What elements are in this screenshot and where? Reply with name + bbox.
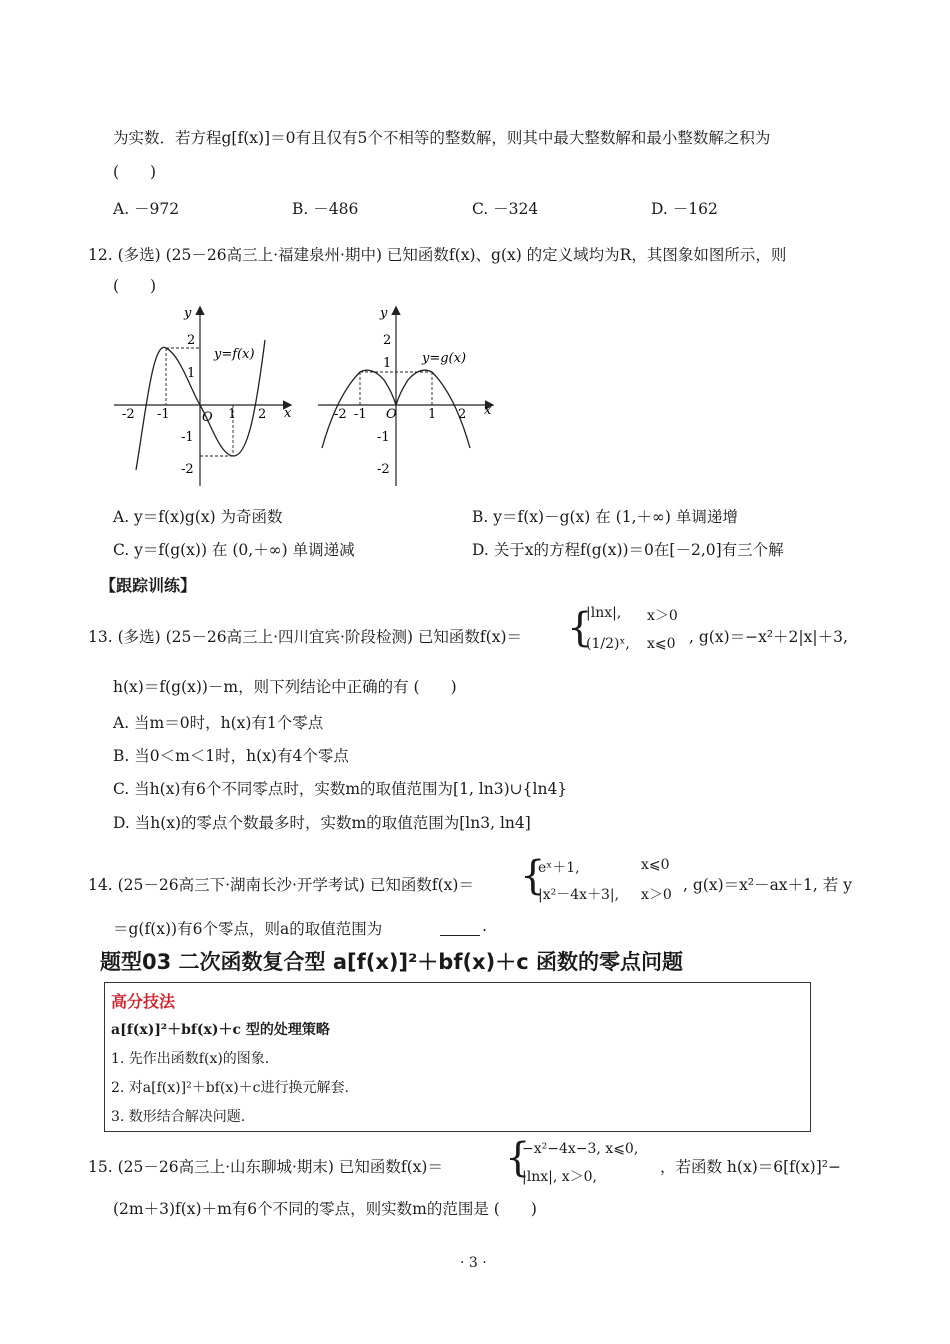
graph-f [108,300,298,492]
q13-option-c: C. 当h(x)有6个不同零点时，实数m的取值范围为[1, ln3)∪{ln4} [113,780,568,798]
svg-text:2: 2 [458,407,467,422]
tips-item-2: 2. 对a[f(x)]²＋bf(x)＋c进行换元解套. [111,1080,349,1096]
svg-text:y: y [380,306,388,321]
q13-option-d: D. 当h(x)的零点个数最多时，实数m的取值范围为[ln3, ln4] [113,814,531,832]
svg-text:y: y [184,306,192,321]
section-heading-03: 题型03 二次函数复合型 a[f(x)]²＋bf(x)＋c 函数的零点问题 [100,950,683,974]
q14-case1-cond: x⩽0 [641,857,670,873]
q15-stem-post: ，若函数 h(x)＝6[f(x)]²− [660,1158,841,1176]
q13-stem: 13. (多选) (25－26高三上·四川宜宾·阶段检测) 已知函数f(x)＝ [88,628,522,646]
svg-text:x: x [484,403,492,418]
svg-text:-1: -1 [181,430,194,445]
q15-stem: 15. (25－26高三上·山东聊城·期末) 已知函数f(x)＝ [88,1158,443,1176]
section-tracking: 【跟踪训练】 [100,576,197,595]
q14-stem-post: , g(x)＝x²－ax＋1, 若 y [683,876,852,894]
q12-option-c: C. y＝f(g(x)) 在 (0,＋∞) 单调递减 [113,541,355,559]
q11-option-c: C. －324 [472,200,539,218]
q14-line2-end: . [482,917,487,935]
svg-text:-1: -1 [354,407,367,422]
graph-g [312,300,497,492]
q14-answer-blank [440,935,480,936]
q14-line2: ＝g(f(x))有6个零点，则a的取值范围为 [113,920,383,938]
tips-item-1: 1. 先作出函数f(x)的图象. [111,1051,270,1067]
svg-text:-2: -2 [122,407,135,422]
svg-text:-2: -2 [377,462,390,477]
f-label: y=f(x) [214,347,255,362]
q11-option-a: A. －972 [113,200,180,218]
q13-case1-expr: |lnx|, [586,605,622,621]
q14-brace: { [520,853,546,899]
tips-box [104,982,811,1132]
q14-case2-cond: x＞0 [641,887,672,903]
q14-stem: 14. (25－26高三下·湖南长沙·开学考试) 已知函数f(x)＝ [88,876,474,894]
tips-title: 高分技法 [111,992,176,1011]
svg-text:2: 2 [258,407,267,422]
q12-option-b: B. y＝f(x)－g(x) 在 (1,＋∞) 单调递增 [472,508,738,526]
svg-text:-2: -2 [181,462,194,477]
q11-paren: ( ) [113,163,157,181]
q15-line2: (2m＋3)f(x)＋m有6个不同的零点，则实数m的范围是 ( ) [113,1200,537,1218]
q15-brace: { [505,1135,531,1181]
q12-option-d: D. 关于x的方程f(g(x))＝0在[－2,0]有三个解 [472,541,784,559]
svg-text:-1: -1 [377,430,390,445]
q11-continuation: 为实数．若方程g[f(x)]＝0有且仅有5个不相等的整数解，则其中最大整数解和最小整数解之积为 [113,129,771,147]
svg-text:2: 2 [187,333,196,348]
q13-option-a: A. 当m＝0时，h(x)有1个零点 [113,714,324,732]
svg-text:O: O [386,407,397,422]
svg-text:1: 1 [228,407,237,422]
q13-case1-cond: x＞0 [647,608,678,624]
svg-text:O: O [202,410,213,425]
svg-text:2: 2 [383,333,392,348]
q14-case2-expr: |x²－4x＋3|, [538,887,620,903]
svg-text:x: x [284,406,292,421]
q13-case2-cond: x⩽0 [647,636,676,652]
q13-stem-post: , g(x)＝−x²＋2|x|＋3, [689,628,848,646]
q11-option-b: B. －486 [292,200,359,218]
q14-case1-expr: eˣ＋1, [538,860,580,876]
q15-case2: |lnx|, x＞0, [522,1169,597,1185]
q13-line2: h(x)＝f(g(x))－m，则下列结论中正确的有 ( ) [113,678,457,696]
svg-text:-1: -1 [157,407,170,422]
q11-option-d: D. －162 [651,200,718,218]
svg-text:-2: -2 [334,407,347,422]
svg-text:1: 1 [428,407,437,422]
q13-case2-expr: (1/2)ˣ, [586,636,630,652]
q15-case1: −x²−4x−3, x⩽0, [522,1141,639,1157]
svg-text:1: 1 [187,366,196,381]
q12-paren: ( ) [113,277,157,295]
tips-subtitle: a[f(x)]²＋bf(x)＋c 型的处理策略 [111,1022,330,1038]
q12-option-a: A. y＝f(x)g(x) 为奇函数 [113,508,283,526]
page-number: · 3 · [460,1255,487,1271]
g-label: y=g(x) [422,351,467,366]
q12-stem: 12. (多选) (25－26高三上·福建泉州·期中) 已知函数f(x)、g(x) 的定义域均为R，其图象如图所示，则 [88,246,787,264]
tips-item-3: 3. 数形结合解决问题. [111,1109,246,1125]
svg-text:1: 1 [383,356,392,371]
q13-brace: { [567,605,593,651]
q13-option-b: B. 当0＜m＜1时，h(x)有4个零点 [113,747,349,765]
